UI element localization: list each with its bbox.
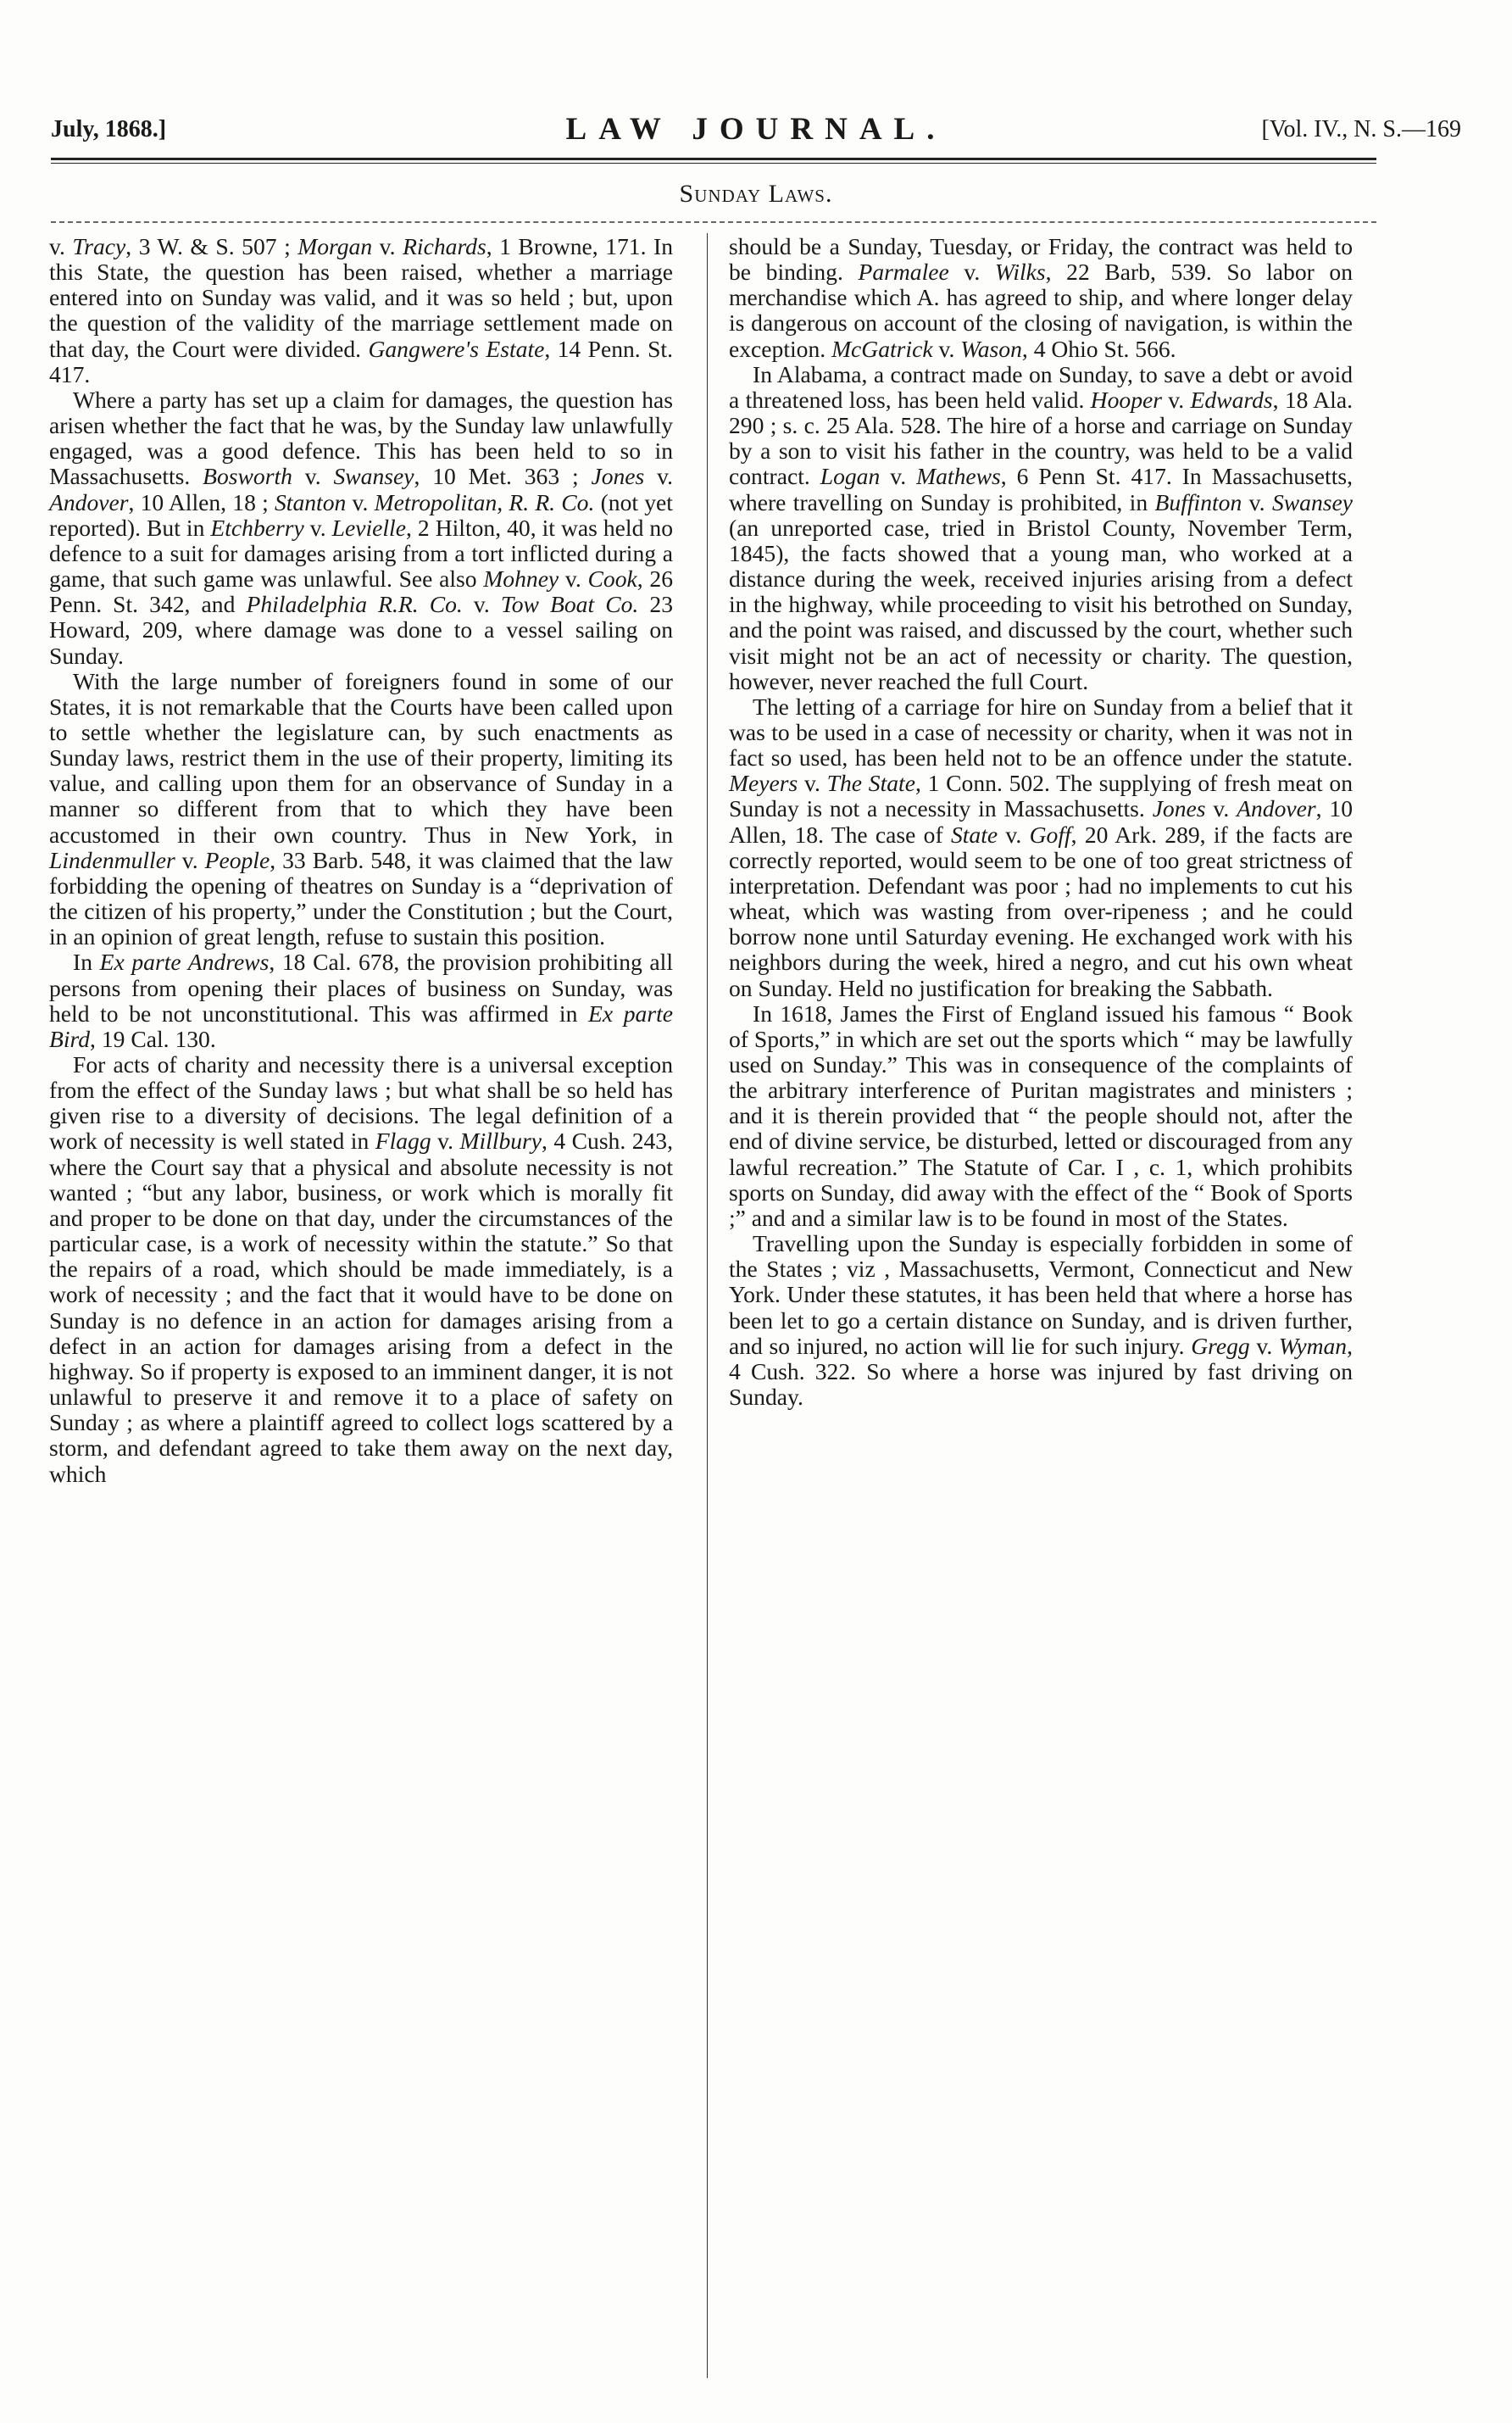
paragraph: Travelling upon the Sunday is especially forbidden in some of the States ; viz , Massachusetts, Vermont, Connecticut and New York. Under these statutes, it has been held that where a horse has been let to go a certain distance on Sunday, and is driven further, and so injured, no action will lie for such injury. Gregg v. Wyman, 4 Cush. 322. So where a horse was injured by fast driving on Sunday. (729, 1230, 1354, 1411)
paragraph: should be a Sunday, Tuesday, or Friday, the contract was held to be binding. Parmalee v. Wilks, 22 Barb, 539. So labor on merchandise which A. has agreed to ship, and where longer delay is dangerous on account of the closing of navigation, is within the exception. McGatrick v. Wason, 4 Ohio St. 566. (729, 233, 1353, 362)
section-rule (51, 221, 1376, 224)
paragraph: In Ex parte Andrews, 18 Cal. 678, the provision prohibiting all persons from opening their places of business on Sunday, was held to be not unconstitutional. This was affirmed in Ex parte Bird, 19 Cal. 130. (49, 949, 674, 1052)
right-column (729, 234, 1353, 1410)
left-column (49, 234, 673, 1487)
header-date: July, 1868.] (51, 116, 167, 142)
paragraph: Where a party has set up a claim for damages, the question has arisen whether the fact that he was, by the Sunday law unlawfully engaged, was a good defence. This has been held to so in Massachusetts. Bosworth v. Swansey, 10 Met. 363 ; Jones v. Andover, 10 Allen, 18 ; Stanton v. Metropolitan, R. R. Co. (not yet reported). But in Etchberry v. Levielle, 2 Hilton, 40, it was held no defence to a suit for damages arising from a tort inflicted during a game, that such game was unlawful. See also Mohney v. Cook, 26 Penn. St. 342, and Philadelphia R.R. Co. v. Tow Boat Co. 23 Howard, 209, where damage was done to a vessel sailing on Sunday. (49, 386, 673, 669)
header-rule-thin (51, 163, 1376, 164)
section-title: Sunday Laws. (679, 180, 833, 208)
paragraph: In 1618, James the First of England issued his famous “ Book of Sports,” in which are set out the sports which “ may be lawfully used on Sunday.” This was in consequence of the complaints of the arbitrary interference of Puritan magistrates and ministers ; and it is therein provided that “ the people should not, after the end of divine service, be disturbed, letted or discouraged from any lawful recreation.” The Statute of Car. I , c. 1, which prohibits sports on Sunday, did away with the effect of the “ Book of Sports ;” and and a similar law is to be found in most of the States. (729, 1000, 1353, 1231)
header-rule (51, 158, 1376, 160)
column-divider (707, 233, 708, 2378)
paragraph: The letting of a carriage for hire on Sunday from a belief that it was to be used in a case of necessity or charity, when it was not in fact so used, has been held not to be an offence under the statute. Meyers v. The State, 1 Conn. 502. The supplying of fresh meat on Sunday is not a necessity in Massachusetts. Jones v. Andover, 10 Allen, 18. The case of State v. Goff, 20 Ark. 289, if the facts are correctly reported, would seem to be one of too great strictness of interpretation. Defendant was poor ; had no implements to cut his wheat, which was wasting from over-ripeness ; and he could borrow none until Saturday evening. He exchanged work with his neighbors during the week, hired a negro, and cut his own wheat on Sunday. Held no justification for breaking the Sabbath. (729, 693, 1354, 1001)
header-journal-title: LAW JOURNAL. (565, 112, 947, 147)
paragraph: With the large number of foreigners found in some of our States, it is not remarkable that the Courts have been called upon to settle whether the legislature can, by such enactments as Sunday laws, restrict them in the use of their property, limiting its value, and calling upon them for an observance of Sunday in a manner so different from that to which they have been accustomed in their own country. Thus in New York, in Lindenmuller v. People, 33 Barb. 548, it was claimed that the law forbidding the opening of theatres on Sunday is a “deprivation of the citizen of his property,” under the Constitution ; but the Court, in an opinion of great length, refuse to sustain this position. (49, 667, 673, 950)
paragraph: v. Tracy, 3 W. & S. 507 ; Morgan v. Richards, 1 Browne, 171. In this State, the question has been raised, whether a marriage entered into on Sunday was valid, and it was so held ; but, upon the question of the validity of the marriage settlement made on that day, the Court were divided. Gangwere's Estate, 14 Penn. St. 417. (49, 233, 673, 387)
paragraph: In Alabama, a contract made on Sunday, to save a debt or avoid a threatened loss, has been held valid. Hooper v. Edwards, 18 Ala. 290 ; s. c. 25 Ala. 528. The hire of a horse and carriage on Sunday by a son to visit his father in the country, was held to be a valid contract. Logan v. Mathews, 6 Penn St. 417. In Massachusetts, where travelling on Sunday is prohibited, in Buffinton v. Swansey (an unreported case, tried in Bristol County, November Term, 1845), the facts showed that a young man, who worked at a distance during the week, received injuries arising from a defect in the highway, while proceeding to visit his betrothed on Sunday, and the point was raised, and discussed by the court, whether such visit might not be an act of necessity or charity. The question, however, never reached the full Court. (729, 360, 1354, 694)
header-volume: [Vol. IV., N. S.—169 (1261, 116, 1461, 142)
paragraph: For acts of charity and necessity there is a universal exception from the effect of the Sunday laws ; but what shall be so held has given rise to a diversity of decisions. The legal definition of a work of necessity is well stated in Flagg v. Millbury, 4 Cush. 243, where the Court say that a physical and absolute necessity is not wanted ; “but any labor, business, or work which is morally fit and proper to be done on that day, under the circumstances of the particular case, is a work of necessity within the statute.” So that the repairs of a road, which should be made immediately, is a work of necessity ; and the fact that it would have to be done on Sunday is no defence in an action for damages arising from a defect in an action for damages arising from a defect in the highway. So if property is exposed to an imminent danger, it is not unlawful to preserve it and remove it to a place of safety on Sunday ; as where a plaintiff agreed to collect logs scattered by a storm, and defendant agreed to take them away on the next day, which (49, 1051, 673, 1487)
